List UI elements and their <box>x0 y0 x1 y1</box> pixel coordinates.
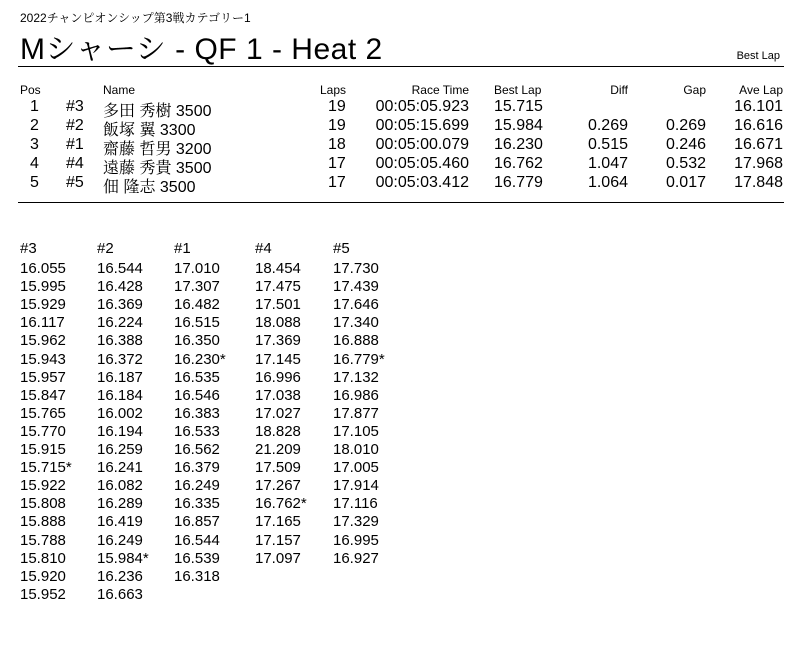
lap-time-cell: 17.730 <box>333 260 379 277</box>
lap-time-cell: 16.986 <box>333 386 379 404</box>
lap-time-cell: 16.779* <box>333 350 385 368</box>
lap-time-cell: 16.762* <box>255 495 307 513</box>
cell-pos: 4 <box>30 155 39 172</box>
lap-time-cell: 16.241 <box>97 459 143 477</box>
col-pos: Pos <box>20 83 41 97</box>
cell-race-time: 00:05:15.699 <box>375 117 469 134</box>
results-row <box>0 155 800 177</box>
lap-time-cell: 15.810 <box>20 549 66 567</box>
lap-column-header: #2 <box>97 240 114 257</box>
cell-laps: 18 <box>328 136 346 153</box>
results-row <box>0 174 800 196</box>
cell-driver-name: 佃 隆志 3500 <box>103 179 196 196</box>
cell-laps: 17 <box>328 155 346 172</box>
lap-time-cell: 17.914 <box>333 477 379 495</box>
lap-column-header: #3 <box>20 240 37 257</box>
cell-driver-name: 齋藤 哲男 3200 <box>103 141 212 158</box>
lap-time-cell: 16.857 <box>174 513 220 531</box>
lap-time-cell: 16.379 <box>174 459 220 477</box>
cell-race-time: 00:05:00.079 <box>375 136 469 153</box>
cell-diff: 0.515 <box>587 136 628 153</box>
lap-time-cell: 15.915 <box>20 441 66 458</box>
col-diff: Diff <box>610 83 628 97</box>
cell-car-number: #5 <box>66 174 84 191</box>
lap-time-cell: 15.770 <box>20 422 66 440</box>
lap-time-cell: 16.335 <box>174 495 220 513</box>
lap-time-cell: 16.259 <box>97 441 143 458</box>
lap-time-cell: 17.307 <box>174 278 220 296</box>
cell-pos: 2 <box>30 117 39 134</box>
lap-time-cell: 15.962 <box>20 332 66 350</box>
lap-time-cell: 15.922 <box>20 477 66 495</box>
cell-laps: 17 <box>328 174 346 191</box>
lap-time-cell: 16.289 <box>97 495 143 513</box>
lap-time-cell: 18.454 <box>255 260 301 277</box>
cell-driver-name: 飯塚 翼 3300 <box>103 122 196 139</box>
cell-driver-name: 遠藤 秀貴 3500 <box>103 160 212 177</box>
cell-laps: 19 <box>328 117 346 134</box>
lap-time-cell: 16.482 <box>174 296 220 314</box>
event-subtitle: 2022チャンピオンシップ第3戦カテゴリー1 <box>20 11 251 25</box>
lap-time-cell: 16.419 <box>97 513 143 531</box>
col-name: Name <box>103 83 136 97</box>
lap-column-header: #5 <box>333 240 350 257</box>
lap-time-cell: 16.194 <box>97 422 143 440</box>
lap-time-cell: 16.539 <box>174 549 220 567</box>
lap-time-cell: 17.132 <box>333 368 379 386</box>
lap-time-cell: 15.788 <box>20 531 66 549</box>
col-best-lap: Best Lap <box>494 83 542 97</box>
lap-time-cell: 16.187 <box>97 368 143 386</box>
lap-time-cell: 16.249 <box>97 531 143 549</box>
lap-time-cell: 17.027 <box>255 404 301 422</box>
header-divider <box>18 66 784 67</box>
lap-time-cell: 16.318 <box>174 567 220 585</box>
cell-race-time: 00:05:05.460 <box>375 155 469 172</box>
cell-car-number: #1 <box>66 136 84 153</box>
lap-time-cell: 17.005 <box>333 459 379 477</box>
lap-time-cell: 16.369 <box>97 296 143 314</box>
lap-time-cell: 16.002 <box>97 404 143 422</box>
cell-ave-lap: 16.616 <box>734 117 783 134</box>
lap-time-cell: 15.929 <box>20 296 66 314</box>
lap-time-cell: 17.116 <box>333 495 378 513</box>
col-race-time: Race Time <box>411 83 469 97</box>
lap-time-cell: 15.847 <box>20 386 66 404</box>
lap-column-header: #4 <box>255 240 272 257</box>
lap-time-cell: 16.224 <box>97 314 143 332</box>
lap-time-cell: 15.808 <box>20 495 66 513</box>
lap-time-cell: 16.515 <box>174 314 220 332</box>
lap-time-cell: 16.249 <box>174 477 220 495</box>
col-laps: Laps <box>320 83 347 97</box>
cell-ave-lap: 16.671 <box>734 136 783 153</box>
lap-time-cell: 17.329 <box>333 513 379 531</box>
lap-time-cell: 17.646 <box>333 296 379 314</box>
cell-car-number: #3 <box>66 98 84 115</box>
lap-time-cell: 16.546 <box>174 386 220 404</box>
lap-time-cell: 17.165 <box>255 513 301 531</box>
lap-time-cell: 16.117 <box>20 314 65 332</box>
lap-time-cell: 16.996 <box>255 368 301 386</box>
lap-time-cell: 16.388 <box>97 332 143 350</box>
lap-time-cell: 15.765 <box>20 404 66 422</box>
lap-time-cell: 17.097 <box>255 549 301 567</box>
lap-time-cell: 17.267 <box>255 477 301 495</box>
lap-time-cell: 17.010 <box>174 260 220 277</box>
lap-time-cell: 16.535 <box>174 368 220 386</box>
lap-time-cell: 17.038 <box>255 386 301 404</box>
cell-diff: 1.047 <box>587 155 628 172</box>
cell-driver-name: 多田 秀樹 3500 <box>103 103 212 120</box>
lap-time-cell: 16.544 <box>97 260 143 277</box>
lap-time-cell: 16.544 <box>174 531 220 549</box>
lap-time-cell: 16.082 <box>97 477 143 495</box>
lap-time-cell: 17.105 <box>333 422 379 440</box>
lap-time-cell: 18.010 <box>333 441 379 458</box>
cell-race-time: 00:05:05.923 <box>375 98 469 115</box>
lap-time-cell: 18.088 <box>255 314 301 332</box>
lap-time-cell: 15.920 <box>20 567 66 585</box>
lap-time-cell: 18.828 <box>255 422 301 440</box>
lap-time-cell: 17.369 <box>255 332 301 350</box>
lap-time-cell: 16.927 <box>333 549 379 567</box>
cell-gap: 0.269 <box>665 117 706 134</box>
lap-time-cell: 16.663 <box>97 585 143 603</box>
lap-time-cell: 21.209 <box>255 441 301 458</box>
col-ave-lap: Ave Lap <box>739 83 783 97</box>
lap-time-cell: 16.533 <box>174 422 220 440</box>
cell-diff: 0.269 <box>587 117 628 134</box>
lap-time-cell: 16.995 <box>333 531 379 549</box>
results-row <box>0 136 800 158</box>
lap-time-cell: 15.715* <box>20 459 72 477</box>
lap-time-cell: 16.230* <box>174 350 226 368</box>
cell-best-lap: 16.230 <box>494 136 543 153</box>
lap-time-cell: 17.439 <box>333 278 379 296</box>
cell-best-lap: 15.715 <box>494 98 543 115</box>
cell-pos: 1 <box>30 98 39 115</box>
cell-gap: 0.246 <box>665 136 706 153</box>
lap-time-cell: 15.952 <box>20 585 66 603</box>
lap-time-cell: 17.501 <box>255 296 301 314</box>
lap-time-cell: 16.888 <box>333 332 379 350</box>
lap-column-header: #1 <box>174 240 191 257</box>
results-divider <box>18 202 784 203</box>
lap-time-cell: 17.340 <box>333 314 379 332</box>
cell-laps: 19 <box>328 98 346 115</box>
lap-time-cell: 17.157 <box>255 531 301 549</box>
cell-ave-lap: 16.101 <box>734 98 783 115</box>
cell-pos: 3 <box>30 136 39 153</box>
cell-best-lap: 15.984 <box>494 117 543 134</box>
sort-label: Best Lap <box>736 50 780 62</box>
lap-time-cell: 16.428 <box>97 278 143 296</box>
lap-time-cell: 16.562 <box>174 441 220 458</box>
lap-time-cell: 17.145 <box>255 350 301 368</box>
cell-best-lap: 16.779 <box>494 174 543 191</box>
cell-best-lap: 16.762 <box>494 155 543 172</box>
results-row <box>0 98 800 120</box>
cell-ave-lap: 17.968 <box>734 155 783 172</box>
results-row <box>0 117 800 139</box>
cell-race-time: 00:05:03.412 <box>375 174 469 191</box>
cell-car-number: #2 <box>66 117 84 134</box>
lap-time-cell: 15.984* <box>97 549 149 567</box>
lap-time-cell: 16.350 <box>174 332 220 350</box>
col-gap: Gap <box>683 83 706 97</box>
lap-time-cell: 17.877 <box>333 404 379 422</box>
cell-gap: 0.532 <box>665 155 706 172</box>
cell-car-number: #4 <box>66 155 84 172</box>
lap-time-cell: 15.957 <box>20 368 66 386</box>
lap-time-cell: 17.475 <box>255 278 301 296</box>
cell-ave-lap: 17.848 <box>734 174 783 191</box>
page-title: Mシャーシ - QF 1 - Heat 2 <box>20 33 383 66</box>
cell-diff: 1.064 <box>587 174 628 191</box>
lap-time-cell: 16.055 <box>20 260 66 277</box>
lap-time-cell: 16.383 <box>174 404 220 422</box>
lap-time-cell: 15.943 <box>20 350 66 368</box>
cell-pos: 5 <box>30 174 39 191</box>
lap-time-cell: 15.995 <box>20 278 66 296</box>
lap-time-cell: 16.372 <box>97 350 143 368</box>
lap-time-cell: 16.184 <box>97 386 143 404</box>
lap-time-cell: 16.236 <box>97 567 143 585</box>
cell-gap: 0.017 <box>665 174 706 191</box>
lap-time-cell: 17.509 <box>255 459 301 477</box>
lap-time-cell: 15.888 <box>20 513 66 531</box>
